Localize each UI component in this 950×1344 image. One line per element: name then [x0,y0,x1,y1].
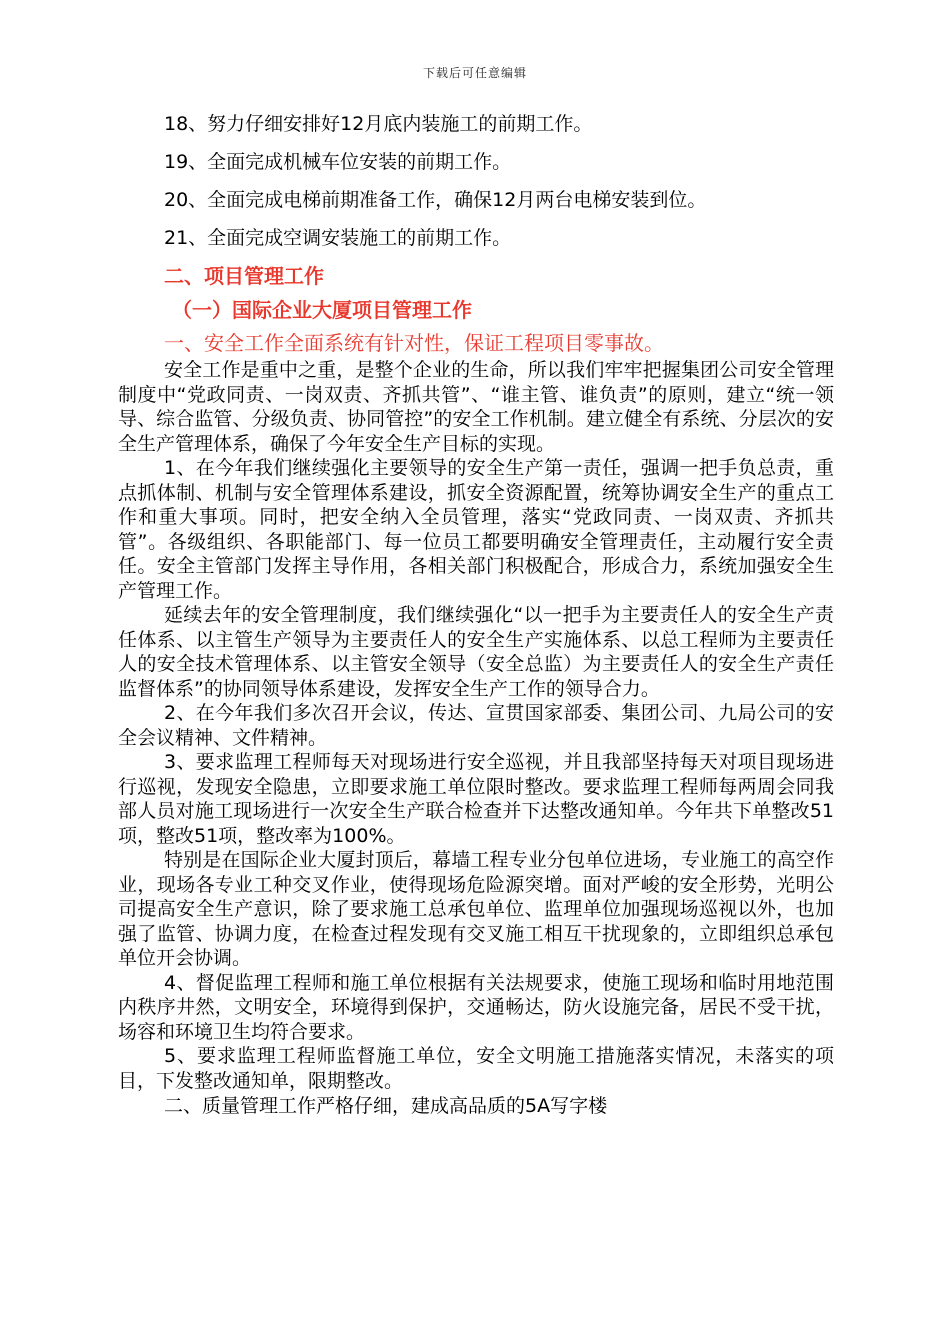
paragraph: 3、要求监理工程师每天对现场进行安全巡视，并且我部坚持每天对项目现场进行巡视，发现安全隐患，立即要求施工单位限时整改。要求监理工程师每两周会同我部人员对施工现场进行一次安全生产联合检查并下达整改通知单。今年共下单整改51项，整改51项，整改率为100%。 [118,751,834,847]
paragraph: 4、督促监理工程师和施工单位根据有关法规要求，使施工现场和临时用地范围内秩序井然，文明安全，环境得到保护，交通畅达，防火设施完备，居民不受干扰，场容和环境卫生均符合要求。 [118,971,834,1043]
page-header: 下载后可任意编辑 [422,66,527,80]
safety-heading: 一、安全工作全面系统有针对性，保证工程项目零事故。 [164,331,664,355]
paragraph: 5、要求监理工程师监督施工单位，安全文明施工措施落实情况，未落实的项目，下发整改通知单，限期整改。 [118,1045,834,1092]
paragraph: 1、在今年我们继续强化主要领导的安全生产第一责任，强调一把手负总责，重点抓体制、机制与安全管理体系建设，抓安全资源配置，统筹协调安全生产的重点工作和重大事项。同时，把安全纳入全员管理，落实“党政同责、一岗双责、齐抓共管”。各级组织、各职能部门、每一位员工都要明确安全管理责任，主动履行安全责任。安全主管部门发挥主导作用，各相关部门积极配合，形成合力，系统加强安全生产管理工作。 [118,457,834,602]
section-title: 二、项目管理工作 [164,264,324,288]
subsection-title: （一）国际企业大厦项目管理工作 [172,298,472,322]
list-item: 21、全面完成空调安装施工的前期工作。 [164,227,512,249]
list-item: 19、全面完成机械车位安装的前期工作。 [164,151,512,173]
list-item: 20、全面完成电梯前期准备工作，确保12月两台电梯安装到位。 [164,189,707,211]
list-item: 18、努力仔细安排好12月底内装施工的前期工作。 [164,113,593,135]
paragraph: 2、在今年我们多次召开会议，传达、宣贯国家部委、集团公司、九局公司的安全会议精神、文件精神。 [118,702,834,749]
paragraph: 安全工作是重中之重，是整个企业的生命，所以我们牢牢把握集团公司安全管理制度中“党政同责、一岗双责、齐抓共管”、“谁主管、谁负责”的原则，建立“统一领导、综合监管、分级负责、协同管控”的安全工作机制。建立健全有系统、分层次的安全生产管理体系，确保了今年安全生产目标的实现。 [118,359,834,455]
paragraph: 特别是在国际企业大厦封顶后，幕墙工程专业分包单位进场，专业施工的高空作业，现场各专业工种交叉作业，使得现场危险源突增。面对严峻的安全形势，光明公司提高安全生产意识，除了要求施工总承包单位、监理单位加强现场巡视以外，也加强了监管、协调力度，在检查过程发现有交叉施工相互干扰现象的，立即组织总承包单位开会协调。 [118,849,834,969]
quality-heading: 二、质量管理工作严格仔细，建成高品质的5A写字楼 [164,1095,608,1117]
document-body [118,108,834,1119]
paragraph: 延续去年的安全管理制度，我们继续强化“以一把手为主要责任人的安全生产责任体系、以主管生产领导为主要责任人的安全生产实施体系、以总工程师为主要责任人的安全技术管理体系、以主管安全领导（安全总监）为主要责任人的安全生产责任监督体系”的协同领导体系建设，发挥安全生产工作的领导合力。 [118,604,834,700]
